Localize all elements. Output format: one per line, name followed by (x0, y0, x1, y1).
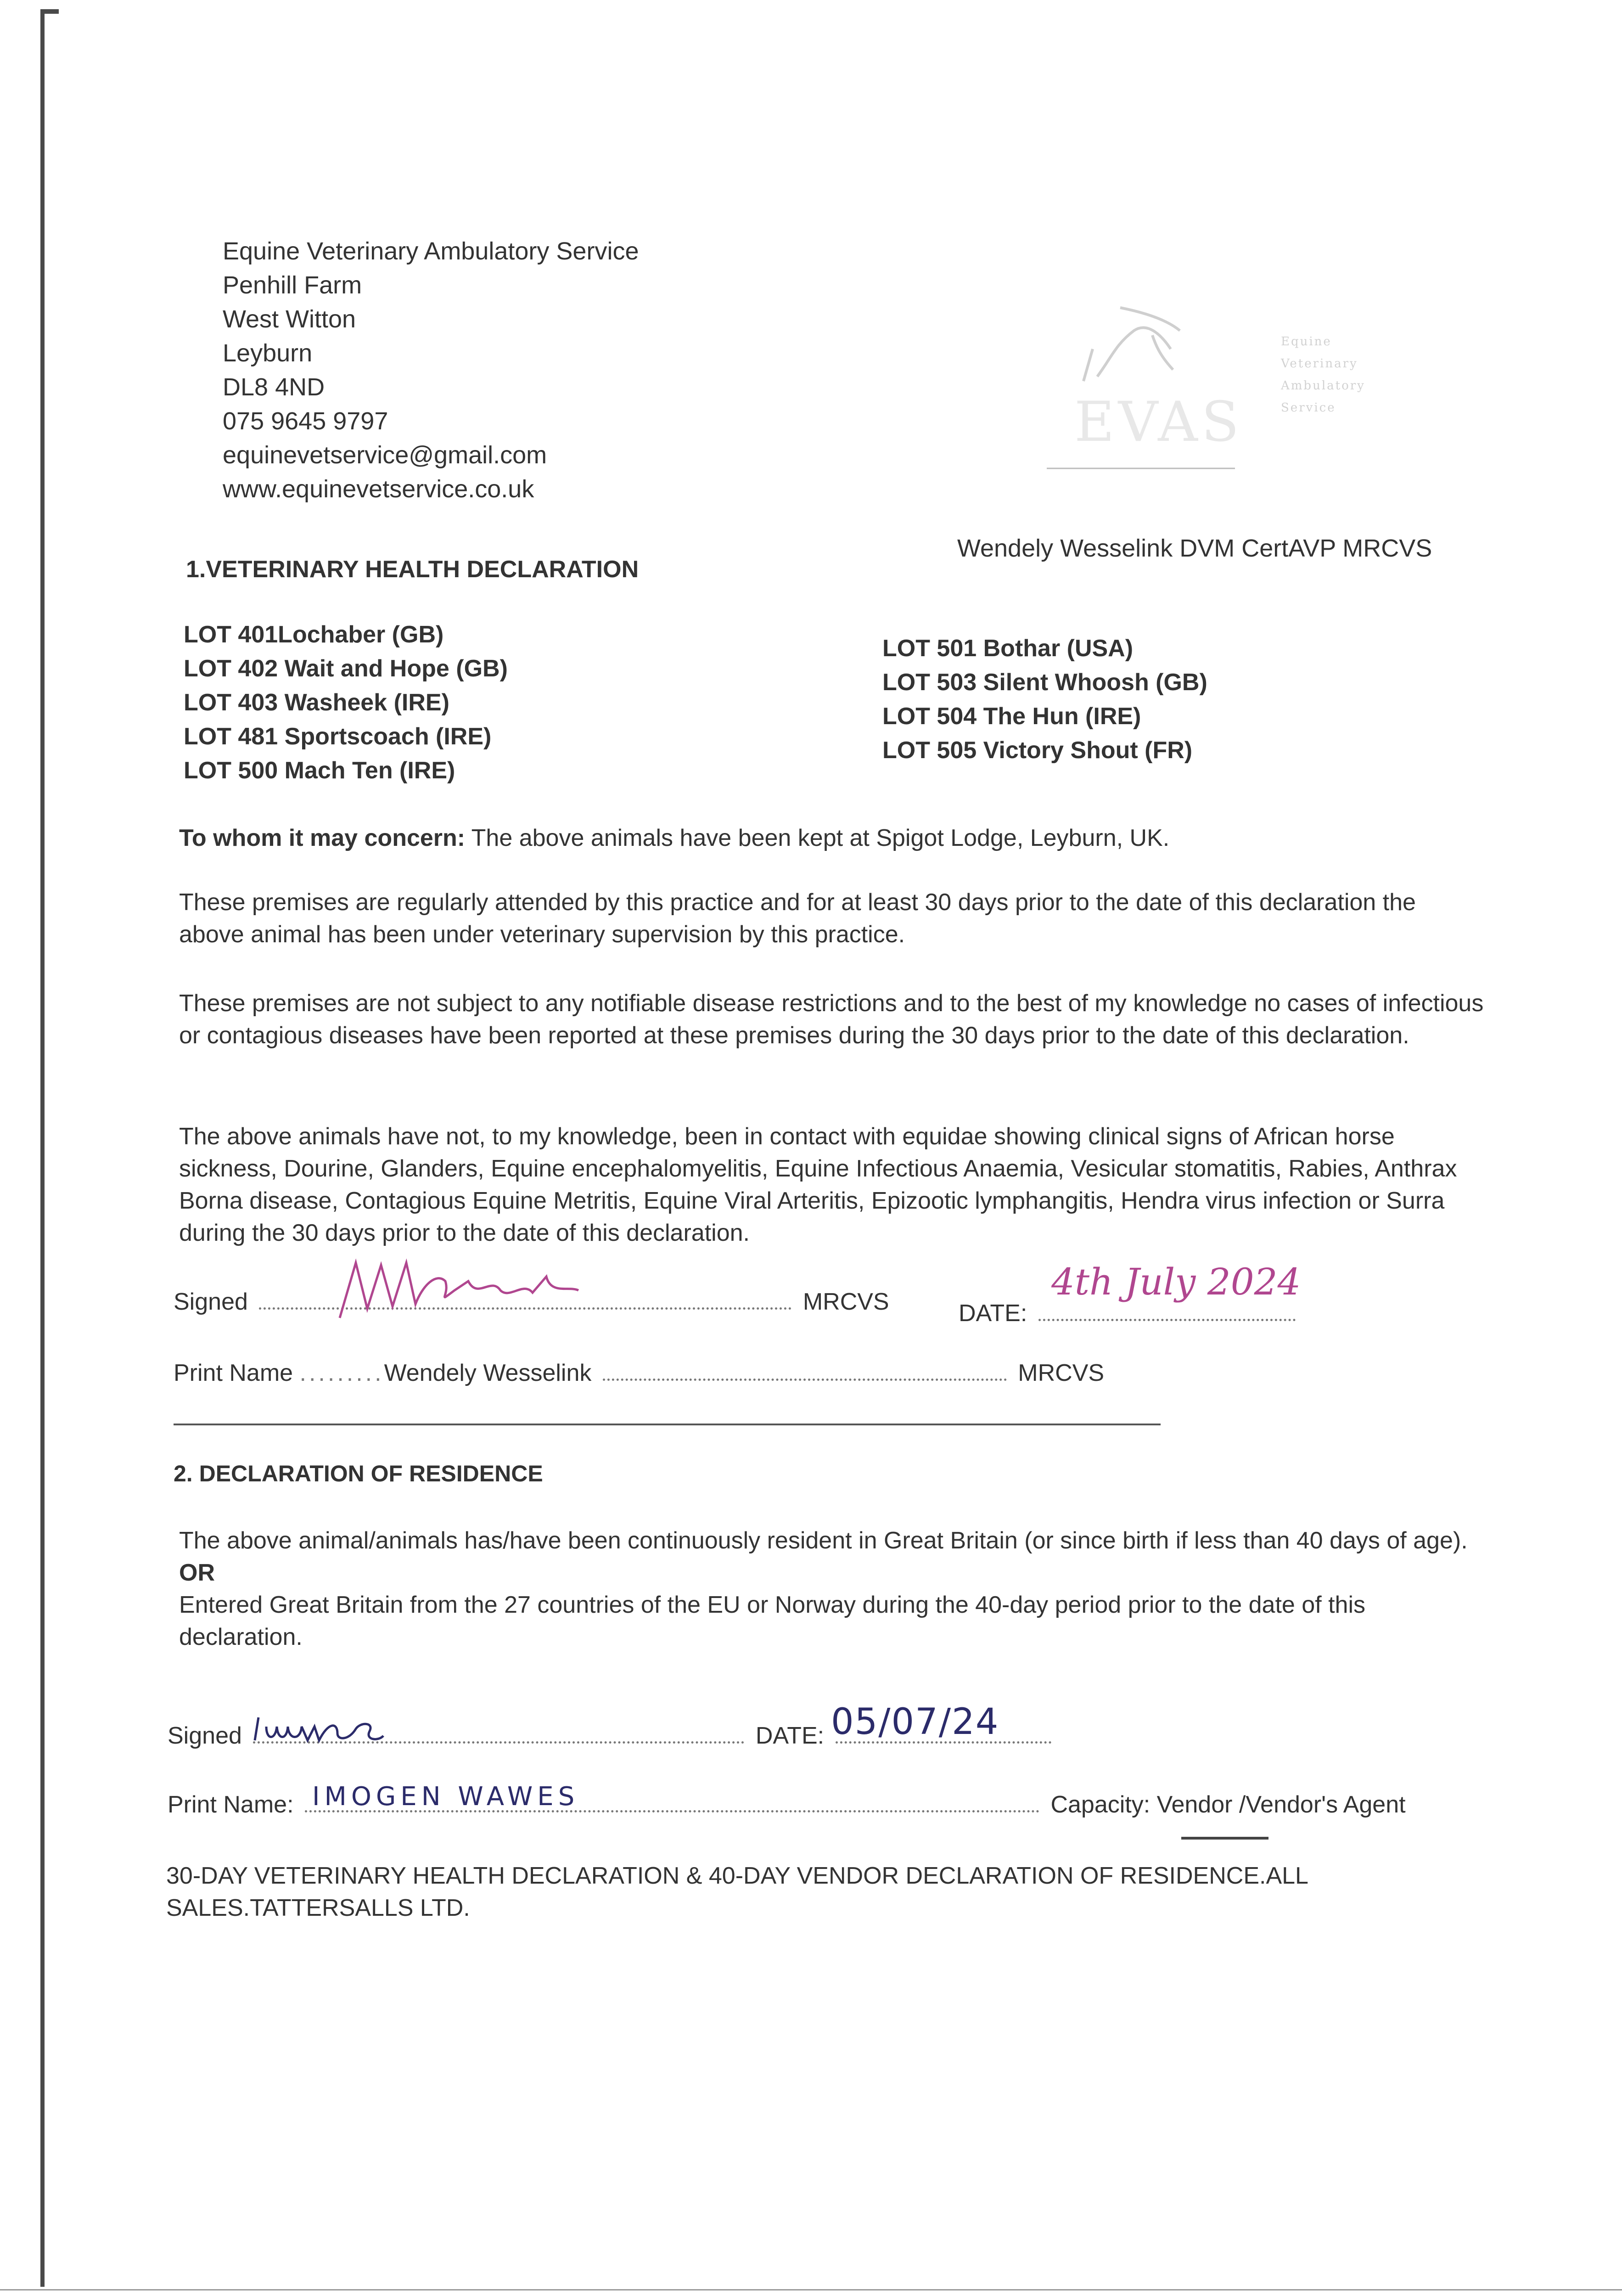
print-name-value: Wendely Wesselink (384, 1360, 592, 1386)
mrcvs-label: MRCVS (803, 1289, 889, 1315)
section1-title: 1.VETERINARY HEALTH DECLARATION (186, 556, 639, 583)
capacity-label: Capacity: (1050, 1791, 1151, 1818)
date-label: DATE: (959, 1300, 1027, 1327)
print-name-label: Print Name (174, 1360, 293, 1386)
logo-wordmark-line: Ambulatory (1281, 379, 1365, 393)
practice-address (223, 234, 639, 506)
vendor-signature (250, 1708, 443, 1750)
address-line: DL8 4ND (223, 373, 325, 401)
lot-item: LOT 402 Wait and Hope (GB) (184, 655, 508, 682)
section-divider (174, 1424, 1161, 1425)
logo-wordmark (1281, 331, 1365, 419)
vendor-date-value: 05/07/24 (831, 1701, 999, 1743)
lot-item: LOT 500 Mach Ten (IRE) (184, 757, 455, 784)
vet-signature (331, 1254, 679, 1327)
vet-name: Wendely Wesselink DVM CertAVP MRCVS (957, 535, 1432, 562)
capacity-underline (1181, 1837, 1268, 1840)
address-line: equinevetservice@gmail.com (223, 441, 547, 469)
vet-print-name-row: Print Name .........Wendely Wesselink MRCVS (174, 1360, 1105, 1386)
address-line: West Witton (223, 305, 356, 333)
logo-wordmark-line: Veterinary (1281, 357, 1358, 371)
section2-title: 2. DECLARATION OF RESIDENCE (174, 1461, 543, 1486)
scan-left-edge (40, 9, 45, 2287)
lot-item: LOT 481 Sportscoach (IRE) (184, 723, 492, 750)
concern-paragraph (179, 822, 1487, 854)
vet-date-row (959, 1300, 1300, 1327)
print-name-label: Print Name: (168, 1791, 294, 1818)
signed-label: Signed (174, 1289, 248, 1315)
concern-text: The above animals have been kept at Spigot Lodge, Leyburn, UK. (471, 825, 1170, 851)
restrictions-paragraph: These premises are not subject to any notifiable disease restrictions and to the best of my knowledge no cases of infectious or contagious diseases have been reported at these premises during the 30 days prior to the date of this declaration. (179, 990, 1484, 1049)
footer-text: 30-DAY VETERINARY HEALTH DECLARATION & 40-DAY VENDOR DECLARATION OF RESIDENCE.ALL SALES.TATTERSALLS LTD. (166, 1863, 1308, 1921)
supervision-paragraph: These premises are regularly attended by this practice and for at least 30 days prior to the date of this declaration the above animal has been under veterinary supervision by this practice. (179, 889, 1416, 948)
address-line: 075 9645 9797 (223, 407, 388, 435)
lot-item: LOT 505 Victory Shout (FR) (882, 737, 1193, 764)
entered-text: Entered Great Britain from the 27 countries of the EU or Norway during the 40-day period prior to the date of this declaration. (179, 1592, 1366, 1650)
lot-list-right (882, 631, 1207, 767)
signed-label: Signed (168, 1722, 242, 1749)
vet-date-value: 4th July 2024 (1051, 1261, 1301, 1303)
or-label: OR (179, 1559, 215, 1586)
resident-text: The above animal/animals has/have been continuously resident in Great Britain (or since birth if less than 40 days of age). (179, 1527, 1468, 1554)
print-mrcvs-label: MRCVS (1018, 1360, 1105, 1386)
date-field (1038, 1300, 1296, 1321)
lot-item: LOT 501 Bothar (USA) (882, 635, 1134, 662)
lot-item: LOT 401Lochaber (GB) (184, 621, 444, 648)
resident-paragraph (179, 1525, 1487, 1653)
scan-bottom-edge (0, 2289, 1622, 2290)
lot-list-left (184, 618, 508, 788)
vendor-print-name-value: IMOGEN WAWES (312, 1782, 579, 1812)
logo-wordmark-line: Service (1281, 401, 1336, 415)
date-label: DATE: (755, 1722, 825, 1749)
address-line: Equine Veterinary Ambulatory Service (223, 237, 639, 265)
capacity-value: Vendor /Vendor's Agent (1156, 1791, 1406, 1818)
lot-item: LOT 503 Silent Whoosh (GB) (882, 669, 1207, 696)
contact-paragraph: The above animals have not, to my knowledge, been in contact with equidae showing clinical signs of African horse sickness, Dourine, Glanders, Equine encephalomyelitis, Equine Infectious Anaemia, Vesicular stomatitis, Rabies, Anthrax Borna disease, Contagious Equine Metritis, Equine Viral Arteritis, Epizootic lymphangitis, Hendra virus infection or Surra during the 30 days prior to the date of this declaration. (179, 1123, 1457, 1246)
address-line: Leyburn (223, 339, 313, 367)
horse-head-logo-icon (1083, 308, 1180, 381)
scan-top-edge (40, 9, 59, 14)
logo-monogram: EVAS (1074, 390, 1243, 454)
concern-label: To whom it may concern: (179, 825, 466, 851)
lot-item: LOT 403 Washeek (IRE) (184, 689, 449, 716)
lot-item: LOT 504 The Hun (IRE) (882, 703, 1141, 730)
logo-wordmark-line: Equine (1281, 335, 1332, 349)
address-line: Penhill Farm (223, 271, 362, 299)
address-line: www.equinevetservice.co.uk (223, 475, 534, 503)
print-name-field (603, 1360, 1007, 1381)
